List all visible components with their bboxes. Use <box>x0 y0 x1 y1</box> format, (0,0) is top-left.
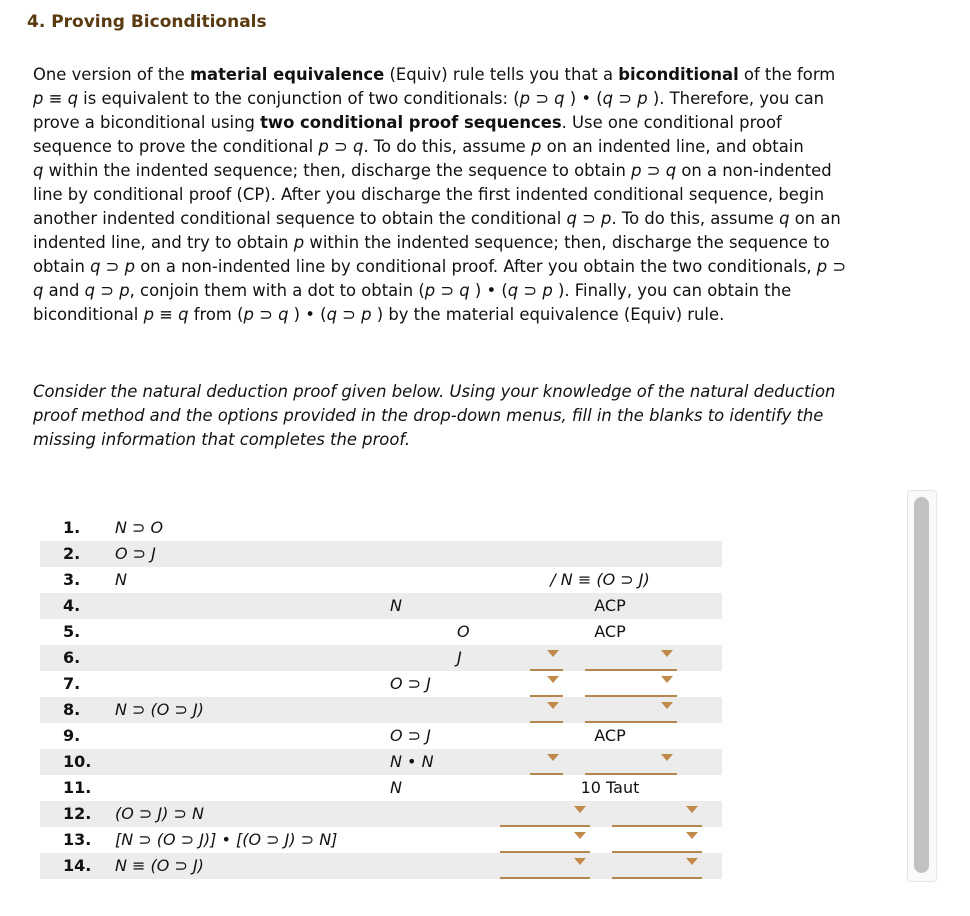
text-segment: ) by the material equivalence (Equiv) rule. <box>371 305 725 324</box>
text-segment: ⊃ <box>530 89 555 108</box>
text-segment: and <box>43 281 85 300</box>
line-reference-dropdown[interactable] <box>500 803 590 827</box>
rule-dropdown[interactable] <box>612 855 702 879</box>
chevron-down-icon <box>547 676 559 683</box>
text-segment: line by conditional proof (CP). After you discharge the first indented conditional sequence, begin <box>33 185 825 204</box>
line-number: 8. <box>63 700 81 719</box>
justification: 10 Taut <box>580 778 640 797</box>
formula: (O ⊃ J) ⊃ N <box>115 804 204 823</box>
line-number: 10. <box>63 752 92 771</box>
formula-indented: O ⊃ J <box>390 726 431 745</box>
proof-row <box>40 619 722 645</box>
text-segment: q <box>566 209 577 228</box>
text-line <box>33 279 846 303</box>
text-segment: p <box>124 257 136 276</box>
text-segment: p <box>631 161 642 180</box>
text-segment: p <box>293 233 305 252</box>
rule-dropdown[interactable] <box>585 673 677 697</box>
text-segment: ⊃ <box>641 161 666 180</box>
line-number: 7. <box>63 674 81 693</box>
intro-paragraph <box>33 63 846 327</box>
chevron-down-icon <box>574 806 586 813</box>
text-segment: ⊃ <box>613 89 638 108</box>
text-segment: p <box>33 89 44 108</box>
text-segment: p <box>601 209 612 228</box>
formula: N ⊃ (O ⊃ J) <box>115 700 204 719</box>
line-reference-dropdown[interactable] <box>530 673 563 697</box>
text-segment: obtain <box>33 257 91 276</box>
instruction-paragraph <box>33 380 835 452</box>
line-number: 6. <box>63 648 81 667</box>
text-segment: . To do this, assume <box>611 209 780 228</box>
line-number: 2. <box>63 544 81 563</box>
text-segment: ). Therefore, you can <box>647 89 825 108</box>
justification: ACP <box>594 622 626 641</box>
proof-row <box>40 723 722 749</box>
rule-dropdown[interactable] <box>612 829 702 853</box>
justification: ACP <box>594 726 626 745</box>
text-segment: ). Finally, you can obtain the <box>552 281 792 300</box>
line-number: 11. <box>63 778 92 797</box>
text-segment: within the indented sequence; then, discharge the sequence to <box>304 233 830 252</box>
text-segment: p <box>119 281 130 300</box>
text-segment: two conditional proof sequences <box>260 113 562 132</box>
chevron-down-icon <box>661 650 673 657</box>
rule-dropdown[interactable] <box>585 751 677 775</box>
text-segment: ⊃ <box>336 305 362 324</box>
text-segment: on an indented line, and obtain <box>541 137 804 156</box>
text-segment: ) • ( <box>288 305 327 324</box>
proof-row <box>40 697 722 723</box>
chevron-down-icon <box>547 754 559 761</box>
text-segment: ≡ <box>43 89 68 108</box>
line-reference-dropdown[interactable] <box>530 699 563 723</box>
line-reference-dropdown[interactable] <box>530 647 563 671</box>
text-segment: ⊃ <box>827 257 847 276</box>
conclusion: / N ≡ (O ⊃ J) <box>550 570 650 589</box>
line-reference-dropdown[interactable] <box>500 829 590 853</box>
text-segment: p <box>243 305 254 324</box>
proof-table <box>40 515 722 879</box>
text-segment: p <box>361 305 372 324</box>
proof-row <box>40 749 722 775</box>
text-segment: material equivalence <box>189 65 385 84</box>
line-number: 4. <box>63 596 81 615</box>
line-number: 3. <box>63 570 81 589</box>
chevron-down-icon <box>547 650 559 657</box>
text-segment: on a non-indented <box>676 161 832 180</box>
line-number: 13. <box>63 830 92 849</box>
text-line <box>33 135 846 159</box>
proof-row <box>40 515 722 541</box>
line-number: 9. <box>63 726 81 745</box>
proof-row <box>40 801 722 827</box>
text-line <box>33 159 846 183</box>
text-segment: biconditional <box>618 65 739 84</box>
text-line <box>33 255 846 279</box>
text-segment: prove a biconditional using <box>33 113 261 132</box>
text-segment: indented line, and try to obtain <box>33 233 294 252</box>
text-segment: q <box>352 137 364 156</box>
formula-indented: N <box>390 596 402 615</box>
line-reference-dropdown[interactable] <box>530 751 563 775</box>
formula: N <box>115 570 127 589</box>
text-segment: One version of the <box>33 65 190 84</box>
text-segment: ) • ( <box>469 281 508 300</box>
text-line <box>33 87 846 111</box>
text-segment: missing information that completes the proof. <box>33 430 411 449</box>
text-segment: ⊃ <box>518 281 543 300</box>
text-segment: . To do this, assume <box>363 137 531 156</box>
text-segment: q <box>779 209 790 228</box>
chevron-down-icon <box>686 858 698 865</box>
formula-double-indented: O <box>457 622 470 641</box>
text-segment: sequence to prove the conditional <box>33 137 319 156</box>
formula-double-indented: J <box>457 648 462 667</box>
formula-indented: N • N <box>390 752 434 771</box>
justification: ACP <box>594 596 626 615</box>
chevron-down-icon <box>574 832 586 839</box>
proof-row <box>40 567 722 593</box>
line-number: 1. <box>63 518 81 537</box>
proof-row <box>40 645 722 671</box>
proof-row <box>40 541 722 567</box>
text-line <box>33 63 846 87</box>
chevron-down-icon <box>574 858 586 865</box>
text-segment: p <box>530 137 542 156</box>
text-line <box>33 183 846 207</box>
text-segment: q <box>90 257 101 276</box>
text-segment: ⊃ <box>435 281 460 300</box>
text-segment: q <box>67 89 78 108</box>
text-line <box>33 303 846 327</box>
rule-dropdown[interactable] <box>585 699 677 723</box>
scrollbar-thumb[interactable] <box>914 497 929 873</box>
section-title: 4. Proving Biconditionals <box>27 12 267 32</box>
proof-row <box>40 775 722 801</box>
text-segment: ⊃ <box>328 137 353 156</box>
line-reference-dropdown[interactable] <box>500 855 590 879</box>
text-line <box>33 111 846 135</box>
formula: O ⊃ J <box>115 544 156 563</box>
text-segment: q <box>602 89 614 108</box>
text-segment: q <box>278 305 289 324</box>
text-segment: ≡ <box>153 305 179 324</box>
text-segment: p <box>143 305 154 324</box>
proof-row <box>40 827 722 853</box>
chevron-down-icon <box>686 832 698 839</box>
text-segment: q <box>326 305 337 324</box>
formula: [N ⊃ (O ⊃ J)] • [(O ⊃ J) ⊃ N] <box>115 830 338 849</box>
rule-dropdown[interactable] <box>612 803 702 827</box>
formula: N ⊃ O <box>115 518 164 537</box>
scrollbar[interactable] <box>907 490 937 882</box>
proof-row <box>40 671 722 697</box>
text-segment: p <box>542 281 553 300</box>
text-segment: q <box>33 281 44 300</box>
text-segment: another indented conditional sequence to obtain the conditional <box>33 209 567 228</box>
text-segment: from ( <box>188 305 244 324</box>
text-segment: q <box>84 281 96 300</box>
chevron-down-icon <box>547 702 559 709</box>
formula-indented: O ⊃ J <box>390 674 431 693</box>
text-segment: of the form <box>738 65 836 84</box>
chevron-down-icon <box>686 806 698 813</box>
proof-row <box>40 853 722 879</box>
text-segment: on an <box>789 209 841 228</box>
text-segment: ⊃ <box>253 305 279 324</box>
chevron-down-icon <box>661 702 673 709</box>
proof-row <box>40 593 722 619</box>
line-number: 5. <box>63 622 81 641</box>
text-segment: ⊃ <box>100 257 125 276</box>
text-segment: p <box>816 257 828 276</box>
text-segment: ⊃ <box>576 209 602 228</box>
formula: N ≡ (O ⊃ J) <box>115 856 204 875</box>
formula-indented: N <box>390 778 402 797</box>
text-segment: proof method and the options provided in the drop-down menus, fill in the blanks to identify the <box>33 406 824 425</box>
text-segment: ) • ( <box>564 89 603 108</box>
text-line <box>33 231 846 255</box>
text-segment: q <box>459 281 470 300</box>
text-segment: (Equiv) rule tells you that a <box>384 65 619 84</box>
text-line <box>33 404 835 428</box>
text-segment: ⊃ <box>95 281 120 300</box>
text-line <box>33 207 846 231</box>
text-segment: q <box>665 161 677 180</box>
chevron-down-icon <box>661 676 673 683</box>
text-segment: q <box>33 161 44 180</box>
text-line <box>33 380 835 404</box>
text-segment: Consider the natural deduction proof given below. Using your knowledge of the natural deduction <box>33 382 836 401</box>
text-segment: q <box>507 281 519 300</box>
text-segment: p <box>318 137 329 156</box>
text-segment: is equivalent to the conjunction of two conditionals: ( <box>77 89 520 108</box>
text-segment: . Use one conditional proof <box>561 113 782 132</box>
text-line <box>33 428 835 452</box>
text-segment: biconditional <box>33 305 144 324</box>
line-number: 14. <box>63 856 92 875</box>
text-segment: on a non-indented line by conditional proof. After you obtain the two conditionals, <box>135 257 817 276</box>
text-segment: within the indented sequence; then, discharge the sequence to obtain <box>43 161 632 180</box>
text-segment: p <box>637 89 648 108</box>
text-segment: q <box>554 89 565 108</box>
text-segment: q <box>178 305 189 324</box>
text-segment: p <box>519 89 531 108</box>
text-segment: p <box>424 281 436 300</box>
text-segment: , conjoin them with a dot to obtain ( <box>129 281 425 300</box>
line-number: 12. <box>63 804 92 823</box>
rule-dropdown[interactable] <box>585 647 677 671</box>
chevron-down-icon <box>661 754 673 761</box>
